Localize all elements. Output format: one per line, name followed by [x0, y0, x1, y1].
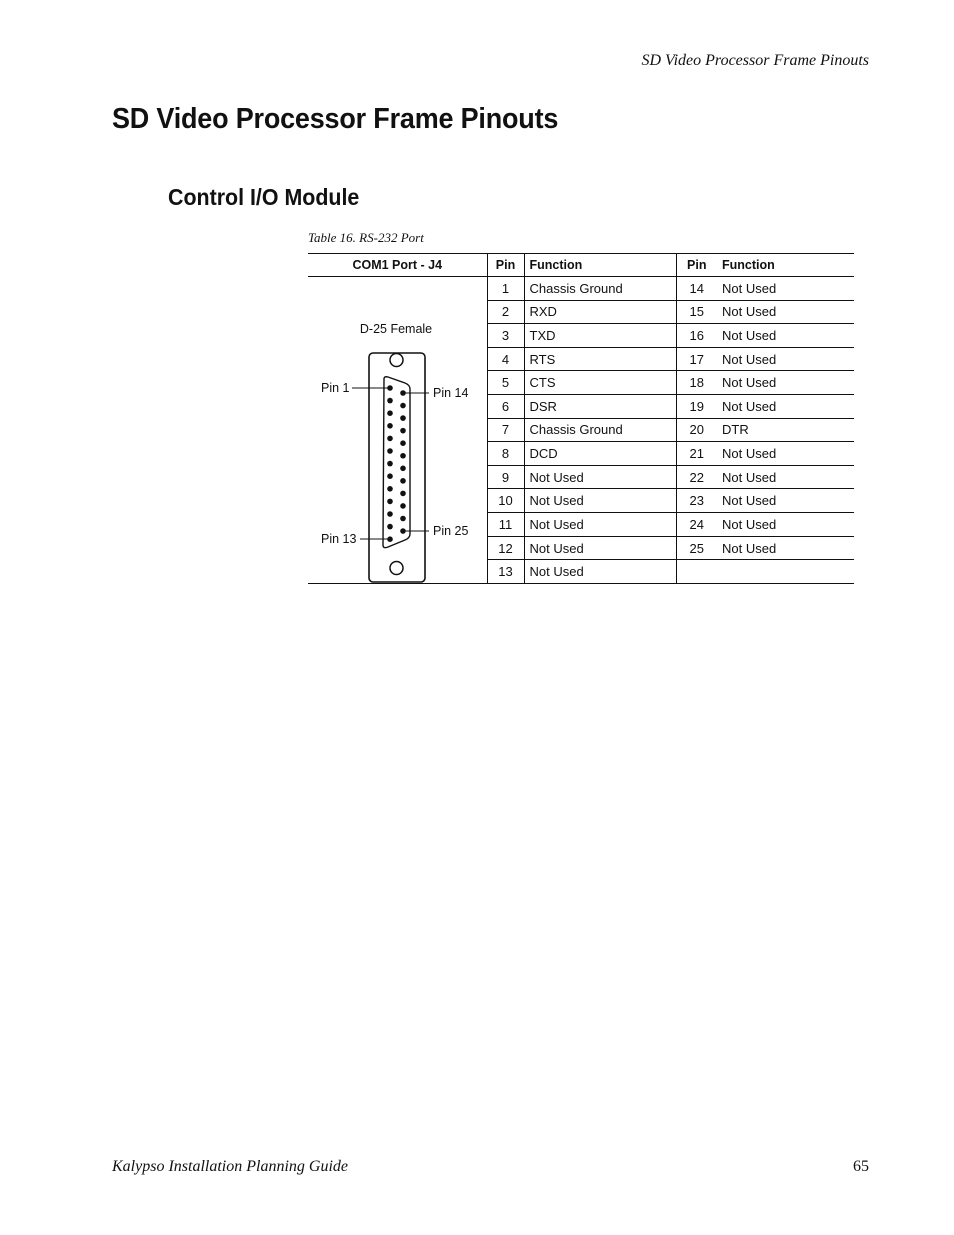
connector-pin: [387, 436, 393, 442]
connector-pin: [400, 415, 406, 421]
pin-function: Not Used: [717, 324, 854, 348]
pin-number: 13: [487, 560, 524, 584]
pin-function: Not Used: [717, 300, 854, 324]
connector-pin: [400, 403, 406, 409]
connector-pin: [400, 491, 406, 497]
connector-pin: [400, 428, 406, 434]
running-header: SD Video Processor Frame Pinouts: [641, 52, 869, 69]
pin-number: 16: [676, 324, 717, 348]
pin-number: 15: [676, 300, 717, 324]
pin-function: Not Used: [717, 395, 854, 419]
d25-connector-diagram: [308, 277, 487, 584]
column-header-function-a: Function: [524, 254, 676, 277]
pin-function: Not Used: [717, 277, 854, 301]
mounting-hole-top: [390, 354, 403, 367]
pin-number: 12: [487, 536, 524, 560]
pin25-label: Pin 25: [433, 524, 469, 538]
connector-pin: [387, 524, 393, 530]
pin-function: Chassis Ground: [524, 418, 676, 442]
pin-number: 19: [676, 395, 717, 419]
connector-pin: [400, 516, 406, 522]
pin-function: CTS: [524, 371, 676, 395]
pin-number: 18: [676, 371, 717, 395]
pin-number: 22: [676, 465, 717, 489]
footer-guide-title: Kalypso Installation Planning Guide: [112, 1158, 348, 1175]
pin-function: Not Used: [717, 371, 854, 395]
pin-function: Not Used: [717, 465, 854, 489]
connector-pin: [387, 473, 393, 479]
pin1-label: Pin 1: [321, 381, 350, 395]
pin-number: 6: [487, 395, 524, 419]
connector-pin: [387, 410, 393, 416]
connector-pin: [387, 398, 393, 404]
pin14-label: Pin 14: [433, 386, 469, 400]
connector-pin: [387, 499, 393, 505]
connector-pin: [387, 448, 393, 454]
connector-pin: [387, 511, 393, 517]
pin-function: Not Used: [717, 489, 854, 513]
pin-function: Not Used: [524, 560, 676, 584]
column-header-pin-a: Pin: [487, 254, 524, 277]
connector-pin: [387, 423, 393, 429]
rs232-pinout-table: [308, 253, 854, 584]
pin13-label: Pin 13: [321, 532, 357, 546]
pin-number: 17: [676, 347, 717, 371]
pin-function: Not Used: [717, 347, 854, 371]
pin-number: 24: [676, 513, 717, 537]
pin-number: 8: [487, 442, 524, 466]
pin-number: 23: [676, 489, 717, 513]
pin-number: 3: [487, 324, 524, 348]
pin-function: TXD: [524, 324, 676, 348]
pin-function: DCD: [524, 442, 676, 466]
column-header-port: COM1 Port - J4: [308, 254, 487, 277]
d25-connector-icon: [308, 277, 487, 583]
pin-function: Chassis Ground: [524, 277, 676, 301]
pin-number: 7: [487, 418, 524, 442]
mounting-hole-bottom: [390, 562, 403, 575]
pin-number: 20: [676, 418, 717, 442]
pin-number: 21: [676, 442, 717, 466]
pin-function: RXD: [524, 300, 676, 324]
section-title: Control I/O Module: [168, 184, 360, 210]
connector-pin: [387, 486, 393, 492]
pin-number: 25: [676, 536, 717, 560]
column-header-pin-b: Pin: [676, 254, 717, 277]
pin-insert: [383, 377, 410, 548]
pin-number: 10: [487, 489, 524, 513]
column-header-function-b: Function: [717, 254, 854, 277]
table-body: [308, 277, 854, 584]
diagram-title: D-25 Female: [359, 322, 433, 336]
pin-function: DTR: [717, 418, 854, 442]
page-title: SD Video Processor Frame Pinouts: [112, 103, 559, 135]
table-row: [308, 277, 854, 301]
pin-function: RTS: [524, 347, 676, 371]
connector-pin: [400, 503, 406, 509]
pin-number: 5: [487, 371, 524, 395]
page-number: 65: [853, 1158, 869, 1175]
pin-dots: [387, 385, 406, 542]
pin-number: 9: [487, 465, 524, 489]
connector-pin: [400, 478, 406, 484]
pin-number: 1: [487, 277, 524, 301]
table-caption: Table 16. RS-232 Port: [308, 230, 424, 245]
pin-number: 4: [487, 347, 524, 371]
connector-pin: [400, 466, 406, 472]
pin-function: Not Used: [717, 536, 854, 560]
connector-pin: [400, 453, 406, 459]
table-header-row: [308, 254, 854, 277]
pin-function: Not Used: [524, 513, 676, 537]
pin-function: Not Used: [524, 465, 676, 489]
pin-function: DSR: [524, 395, 676, 419]
pin-function: Not Used: [524, 536, 676, 560]
connector-shell: [369, 353, 425, 582]
connector-pin: [387, 461, 393, 467]
pin-function: Not Used: [717, 442, 854, 466]
pin-number: 14: [676, 277, 717, 301]
pin-function: Not Used: [524, 489, 676, 513]
connector-pin: [400, 440, 406, 446]
pin-function: Not Used: [717, 513, 854, 537]
pin-number: 2: [487, 300, 524, 324]
pin-function: [717, 560, 854, 584]
pin-number: [676, 560, 717, 584]
pin-number: 11: [487, 513, 524, 537]
